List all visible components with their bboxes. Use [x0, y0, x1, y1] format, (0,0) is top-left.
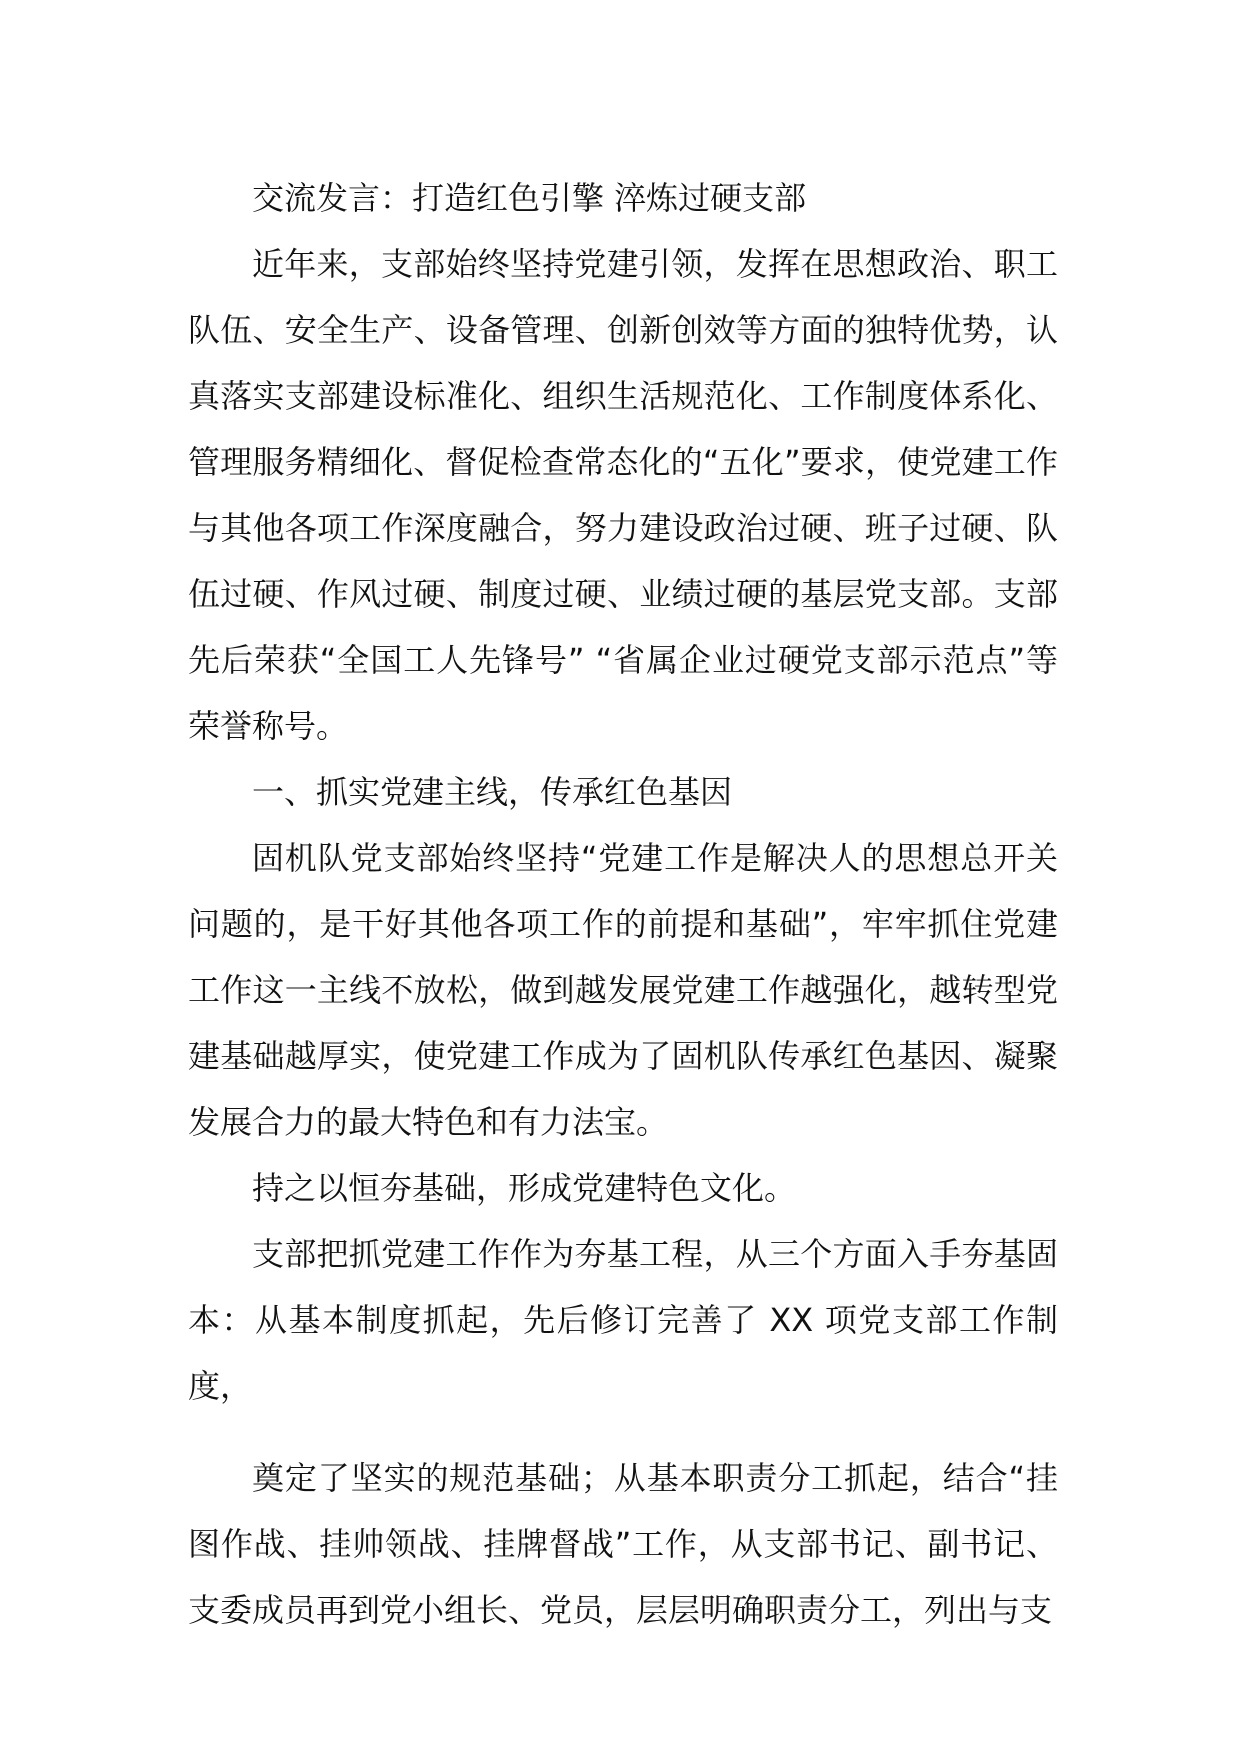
document-title: 交流发言：打造红色引擎 淬炼过硬支部	[252, 179, 807, 217]
subheading-1: 持之以恒夯基础，形成党建特色文化。	[252, 1169, 797, 1207]
paragraph-subsection-1: 支部把抓党建工作作为夯基工程，从三个方面入手夯基固本：从基本制度抓起，先后修订完善了 XX 项党支部工作制度，	[188, 1235, 1058, 1405]
paragraph-intro: 近年来，支部始终坚持党建引领，发挥在思想政治、职工队伍、安全生产、设备管理、创新创效等方面的独特优势，认真落实支部建设标准化、组织生活规范化、工作制度体系化、管理服务精细化、督促检查常态化的“五化”要求，使党建工作与其他各项工作深度融合，努力建设政治过硬、班子过硬、队伍过硬、作风过硬、制度过硬、业绩过硬的基层党支部。支部先后荣获“全国工人先锋号” “省属企业过硬党支部示范点”等荣誉称号。	[188, 245, 1058, 745]
paragraph-continued: 奠定了坚实的规范基础；从基本职责分工抓起，结合“挂图作战、挂帅领战、挂牌督战”工作，从支部书记、副书记、支委成员再到党小组长、党员，层层明确职责分工，列出与支	[188, 1459, 1058, 1629]
section-heading-1: 一、抓实党建主线，传承红色基因	[252, 773, 733, 811]
paragraph-gap	[188, 1419, 1058, 1445]
paragraph-section-1: 固机队党支部始终坚持“党建工作是解决人的思想总开关问题的，是干好其他各项工作的前提和基础”，牢牢抓住党建工作这一主线不放松，做到越发展党建工作越强化，越转型党建基础越厚实，使党建工作成为了固机队传承红色基因、凝聚发展合力的最大特色和有力法宝。	[188, 839, 1058, 1141]
document-body	[188, 165, 1058, 1643]
